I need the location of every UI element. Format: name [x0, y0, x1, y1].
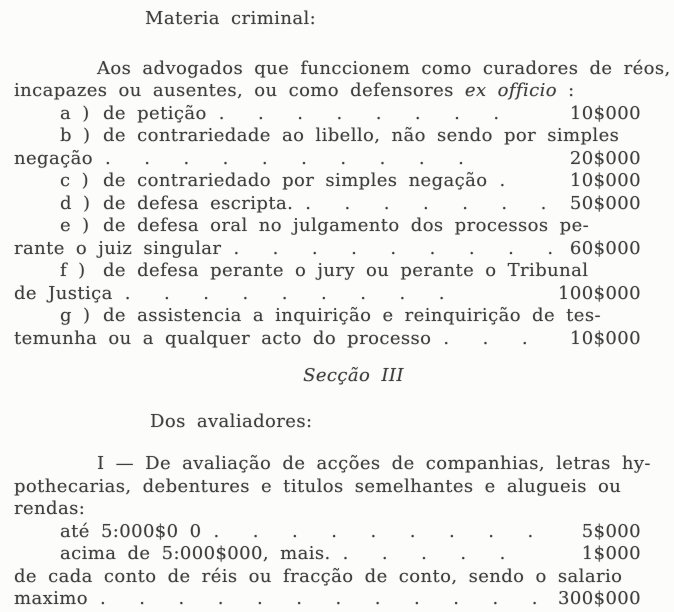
dot-leader: . . . . . . . . . . — [104, 147, 465, 169]
fee-item-text: de contrariedade ao libello, não sendo por simples — [103, 125, 620, 146]
fee-item-letter: a ) — [60, 102, 90, 124]
dot-leader: . . . . . — [342, 543, 506, 564]
fee-amount: 5$000 — [581, 520, 641, 542]
fee-line — [14, 543, 641, 566]
fee-line — [14, 305, 641, 328]
intro-paragraph — [14, 57, 671, 103]
fee-item-text: de contrariedado por simples negação — [103, 170, 488, 191]
fee-item-continuation: de Justiça — [14, 282, 113, 304]
section-heading-seccao-iii: Secção III — [303, 365, 404, 386]
fee-amount: 100$000 — [558, 282, 641, 304]
paragraph-line: rendas: — [14, 498, 86, 519]
fee-item-text: de assistencia a inquirição e reinquirição de tes- — [103, 305, 601, 326]
fee-amount: 10$000 — [569, 102, 641, 124]
dot-leader: . . . . . . . — [305, 192, 547, 214]
fee-item-text: acima de 5:000$000, mais. — [60, 543, 331, 564]
fee-item-continuation: rante o juiz singular — [14, 237, 222, 259]
fee-item-text: maximo — [14, 588, 89, 609]
avaliadores-paragraph — [14, 453, 651, 521]
fee-line — [14, 588, 641, 611]
dot-leader: . — [499, 170, 506, 191]
fee-item-text: de defesa oral no julgamento dos processos pe- — [103, 215, 590, 236]
fee-item-letter: f ) — [60, 260, 86, 281]
fee-line — [14, 283, 641, 306]
fee-item-text: até 5:000$0 0 — [60, 520, 202, 542]
fee-item-a — [14, 103, 641, 126]
fee-item-text: de defesa perante o jury ou perante o Tribunal — [103, 260, 589, 281]
fee-line — [14, 103, 641, 126]
paragraph-line — [14, 80, 641, 103]
heading-dos-avaliadores: Dos avaliadores: — [150, 410, 313, 432]
fee-amount: 50$000 — [569, 192, 641, 214]
fee-line — [14, 328, 641, 351]
fee-amount: 1$000 — [581, 543, 641, 564]
intro-line2-pre: incapazes ou ausentes, ou como defensores — [14, 80, 465, 101]
fee-amount: 300$000 — [558, 588, 641, 609]
fee-item-text: de defesa escripta. — [103, 192, 294, 214]
fee-line — [14, 238, 641, 261]
fee-line — [14, 260, 641, 283]
fee-item-letter: d ) — [60, 192, 91, 214]
fee-item-acima — [14, 543, 641, 611]
dot-leader: . . . . . . . . . — [213, 520, 534, 542]
heading-materia-criminal: Materia criminal: — [145, 8, 317, 29]
fee-item-letter: b ) — [60, 125, 91, 146]
fee-item-c — [14, 170, 641, 193]
fee-amount: 10$000 — [569, 170, 641, 191]
fee-line — [14, 521, 641, 544]
fee-line — [14, 170, 641, 193]
fee-item-e — [14, 215, 641, 260]
fee-item-text: de petição — [103, 102, 207, 124]
fee-item-continuation: temunha ou a qualquer acto do processo — [14, 327, 432, 349]
italic-ex-officio: ex officio — [464, 80, 558, 101]
dot-leader: . . . — [443, 327, 528, 349]
fee-item-letter: c ) — [60, 170, 90, 191]
fee-amount: 10$000 — [569, 327, 641, 349]
fee-line — [14, 215, 641, 238]
dot-leader: . . . . . . . . . — [124, 282, 445, 304]
fee-line — [14, 125, 641, 148]
fee-item-b — [14, 125, 641, 170]
dot-leader: . . . . . . . . . . . . — [100, 588, 538, 609]
fee-item-ate — [14, 521, 641, 544]
fee-item-continuation: negação — [14, 147, 93, 169]
fee-line — [14, 148, 641, 171]
fee-item-f — [14, 260, 641, 305]
fee-amount: 20$000 — [569, 147, 641, 169]
paragraph-line: pothecarias, debentures e titulos semelhantes e alugueis ou — [14, 475, 622, 497]
paragraph-line: Aos advogados que funccionem como curadores de réos, — [97, 57, 671, 79]
fee-item-letter: e ) — [60, 215, 90, 236]
fee-item-letter: g ) — [60, 305, 91, 326]
fee-amount: 60$000 — [569, 237, 641, 259]
fee-item-d — [14, 193, 641, 216]
paragraph-line: I — De avaliação de acções de companhias, letras hy- — [97, 453, 651, 474]
fee-line — [14, 193, 641, 216]
dot-leader: . . . . . . . . . — [233, 237, 554, 259]
dot-leader: . . . . . . . . — [218, 102, 500, 124]
intro-line2-post: : — [557, 80, 575, 101]
fee-item-continuation: de cada conto de réis ou fracção de conto, sendo o salario — [14, 565, 623, 587]
fee-item-g — [14, 305, 641, 350]
